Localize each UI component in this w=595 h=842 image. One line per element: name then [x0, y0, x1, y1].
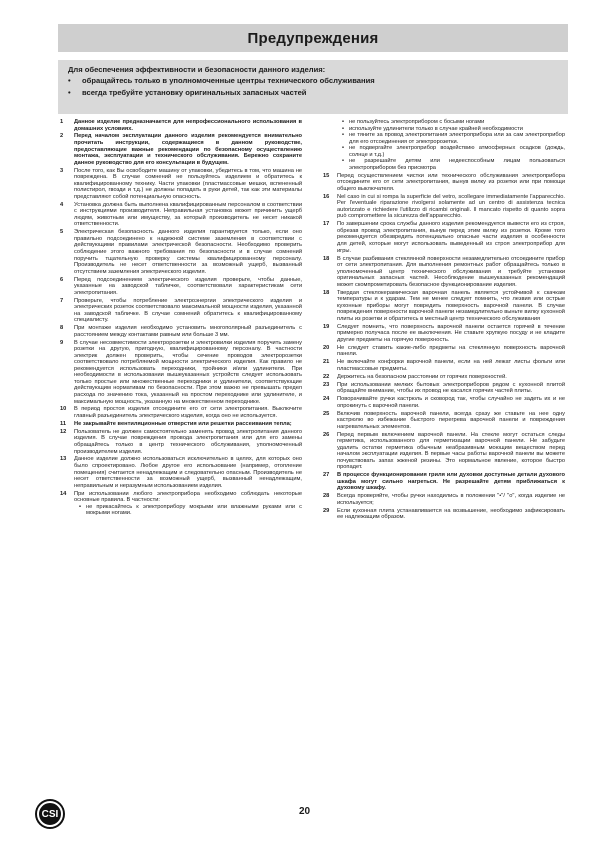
sub-bullet [337, 132, 565, 145]
sub-bullet-text: не пользуйтесь электроприбором с босыми ногами [349, 119, 485, 125]
warning-item [60, 119, 302, 132]
item-body [74, 406, 302, 419]
warning-item [323, 173, 565, 193]
intro-bullet-text: всегда требуйте установку оригинальных запасных частей [82, 87, 307, 97]
warning-item [323, 508, 565, 521]
item-text: Перед первым включением варочной панели. На стекле могут остаться следы герметика, использованного для герметизации варочной панели. Не забудьте удалить остатки герметика обычным неабразивным моющим веществом перед началом эксплуатации изделия. В первые часы работы варочной панели вы можете почувствовать запах жженой резины. Это нормальное явление, которое быстро пропадет. [337, 431, 565, 471]
item-number: 26 [323, 431, 330, 438]
warning-item [323, 256, 565, 289]
item-body [74, 456, 302, 489]
warning-item [323, 382, 565, 395]
page-title: Предупреждения [247, 29, 379, 47]
warning-item [60, 277, 302, 297]
item-text: Держитесь на безопасном расстоянии от горячих поверхностей. [337, 373, 507, 380]
item-body [74, 202, 302, 228]
item-body [74, 298, 302, 324]
bullet-icon: • [342, 125, 344, 132]
item-body [74, 119, 302, 132]
warning-item [323, 324, 565, 344]
warning-item [323, 493, 565, 506]
item-number: 8 [60, 325, 64, 332]
item-text: В случае несовместимости электророзетки и электровилки изделия поручить замену розетки на другую, пригодную, квалифицированному персоналу. В частности электрик должен проверить, чтобы сечение проводов электророзетки соответствовало потребляемой мощности электрического изделия. Как правило не рекомендуется использовать переходники, тройники и/или удлинители. При необходимости в использовании вышеуказанных устройств следует использовать только простые или множественные переходники и удлинители, соответствующие действующим нормативам по безопасности. При этом важно не превышать предел расхода по значению тока, указанный на простом переходнике или удлинителе, и максимальную мощность, указанную на множественном переходнике. [74, 339, 302, 405]
warning-item [60, 456, 302, 489]
item-text: Поворачивайте ручки кастрюль и сковород так, чтобы случайно не задеть их и не опрокинуть с варочной панели. [337, 396, 565, 409]
warning-item [60, 133, 302, 166]
item-number [323, 119, 337, 171]
warning-item [60, 168, 302, 201]
sub-bullet-text: не подвергайте электроприбор воздействию атмосферных осадков (дождь, солнце и т.д.) [349, 145, 565, 158]
warning-item [323, 472, 565, 492]
item-text: После того, как Вы освободите машину от упаковки, убедитесь в том, что машина не повреждена. В случае сомнений не пользуйтесь изделием и обратитесь к квалифицированному технику. Части упаковки (пластмассовые мешки, вспененный полистирол, гвозди и т.д.) не должны попадать в руки детей, так как эти материалы представляют собой потенциальную опасность. [74, 167, 302, 200]
csi-logo [35, 799, 65, 829]
sub-bullet-text: используйте удлинители только в случае крайней необходимости [349, 125, 523, 132]
item-text: Твердая стеклокерамическая варочная панель является устойчивой к скачкам температуры и к ударам. Тем не менее следует помнить, что лезвия или острые кухонные приборы могут повредить поверхность варочной панели. В случае повреждения поверхности варочной панели незамедлительно выньте вилку кухонной плиты из розетки и обратитесь в местный центр технического обслуживания [337, 289, 565, 322]
item-body [74, 168, 302, 201]
item-text: Перед началом эксплуатации данного изделия рекомендуется внимательно прочитать инструкции, содержащиеся в данном руководстве, предоставляющие важные рекомендации по безопасному осуществлению монтажа, эксплуатации и технического обслуживания. Бережно сохраните данное руководство для его консультации в будущем. [74, 133, 302, 166]
item-number: 1 [60, 119, 64, 125]
intro-bullet [68, 75, 558, 86]
item-number: 15 [323, 172, 330, 179]
sub-bullet [74, 504, 302, 517]
warning-item [323, 345, 565, 358]
bullet-icon: • [342, 145, 344, 152]
item-text: Перед подсоединением электрического изделия проверьте, чтобы данные, указанные на заводской табличке, соответствовали характеристикам сети электропитания. [74, 276, 302, 296]
item-text: Nel caso in cui si rompa la superficie del vetro, scollegare immediatamente l'apparecchio. Per l'eventuale riparazione rivolgersi solamente ad un centro di assistenza tecnica autorizzato e richiedere l'utilizzo di ricambi originali. Il mancato rispetto di quanto sopra può compromettere la sicurezza dell'apparecchio. [337, 193, 565, 220]
warning-item [60, 298, 302, 324]
item-body [337, 324, 565, 344]
intro-bullet-text: обращайтесь только в уполномоченные центры технического обслуживания [82, 76, 375, 86]
intro-bullet [68, 87, 558, 98]
item-number: 16 [323, 193, 330, 200]
warning-item [323, 411, 565, 431]
warning-item [323, 432, 565, 471]
item-text: В период простоя изделия отсоедините его от сети электропитания. Выключите главный разъединитель электрического изделия, когда оно не используется. [74, 406, 302, 420]
item-number: 2 [60, 133, 64, 140]
item-number: 20 [323, 344, 330, 351]
item-body [337, 119, 565, 171]
warning-item [60, 202, 302, 228]
item-text: Пользователь не должен самостоятельно заменять провод электропитания данного изделия. В случае повреждения провода электропитания или для его замены обращайтесь только в центр технического обслуживания, уполномоченный производителем изделия. [74, 428, 302, 455]
item-body [337, 256, 565, 289]
item-body [74, 277, 302, 297]
item-number: 4 [60, 201, 64, 208]
item-text: Не следует ставить какие-либо предметы на стеклянную поверхность варочной панели. [337, 344, 565, 358]
item-body [74, 325, 302, 338]
warning-item [60, 229, 302, 275]
item-number: 29 [323, 507, 330, 514]
item-text: Установка должна быть выполнена квалифицированным персоналом в соответствии с инструкциями производителя. Неправильная установка может причинить ущерб людям, животным или имуществу, за который производитель не несет никакой ответственности. [74, 201, 302, 228]
item-text: Включив поверхность варочной панели, всегда сразу же ставьте на нее одну кастрюлю во избежание быстрого перегрева варочной панели и повреждения нагревательных элементов. [337, 410, 565, 430]
item-text: Данное изделие должно использоваться исключительно в целях, для которых оно было спроектировано. Любое другое его использование (например, отопление помещения) считается ненадлежащим и следовательно опасным. Производитель не несет ответственности за возможный ущерб, вызванный ненадлежащим, неправильным и неразумным использованием изделия. [74, 456, 302, 489]
item-number: 9 [60, 339, 64, 346]
warning-item [60, 325, 302, 338]
item-number: 22 [323, 373, 330, 380]
item-text: Не включайте конфорки варочной панели, если на ней лежат листы фольги или пластмассовые предметы. [337, 359, 565, 372]
item-body [337, 345, 565, 358]
item-text: При использовании мелких бытовых электроприборов рядом с кухонной плитой обращайте внимание, чтобы их провод не касался горячих частей плиты. [337, 381, 565, 395]
intro-lead: Для обеспечения эффективности и безопасности данного изделия: [68, 65, 326, 74]
item-text: Следует помнить, что поверхность варочной панели остается горячей в течение примерно получаса после ее выключения. Не ставьте хрупкую посуду и не кладите другие предметы на горячую поверхность. [337, 323, 565, 343]
item-text: Электрическая безопасность данного изделия гарантируется только, если оно правильно подсоединено к надежной системе заземления в соответствии с действующими правилами электрической безопасности. Необходимо проверить соблюдение этого важного требования по безопасности и в случае сомнений поручить тщательную проверку системы квалифицированному персоналу. Производитель не несет ответственности за возможный ущерб, вызванный отсутствием заземления электрического изделия. [74, 229, 302, 275]
item-body [337, 374, 565, 381]
item-body [337, 194, 565, 220]
item-text: В процессе функционирования гриля или духовки доступные детали духового шкафа могут сильно нагреться. Не разрешайте детям приближаться к духовому шкафу. [337, 472, 565, 492]
warning-item [60, 340, 302, 405]
item-body [337, 359, 565, 372]
item-body [337, 382, 565, 395]
item-body [337, 432, 565, 471]
left-column [60, 119, 302, 518]
logo-text: CSI [37, 801, 63, 827]
item-number: 28 [323, 493, 330, 500]
sub-bullet-text: не прикасайтесь к электроприбору мокрыми или влажными руками или с мокрыми ногами. [86, 503, 302, 517]
item-number: 11 [60, 420, 67, 427]
sub-bullet-text: не разрешайте детям или недееспособным лицам пользоваться электроприбором без присмотра [349, 158, 565, 171]
warning-item [323, 221, 565, 254]
item-body [337, 411, 565, 431]
item-body [337, 472, 565, 492]
warning-item [323, 396, 565, 409]
bullet-icon: • [342, 132, 344, 139]
warning-item [323, 194, 565, 220]
warning-item [60, 491, 302, 517]
bullet-icon: • [68, 76, 71, 86]
warning-item [60, 406, 302, 419]
item-text: Данное изделие предназначается для непрофессионального использования в домашних условиях. [74, 119, 302, 132]
page-number: 20 [299, 806, 311, 817]
item-number: 13 [60, 456, 67, 463]
item-text: При монтаже изделия необходимо установить многополярный разъединитель с расстоянием между контактами равным или больше 3 мм. [74, 325, 302, 338]
item-body [74, 429, 302, 455]
item-number: 18 [323, 289, 330, 296]
sub-bullet-text: не тяните за провод электропитания электроприбора или за сам электроприбор для его отсоединения от электророзетки. [349, 132, 565, 145]
item-body [74, 133, 302, 166]
item-number: 7 [60, 297, 64, 304]
item-number: 18 [323, 255, 330, 262]
sub-bullet [337, 158, 565, 171]
intro-box [58, 60, 568, 114]
item-text: По завершении срока службы данного изделия рекомендуется вывести его из строя, обрезав провод электропитания, вынув перед этим вилку из розетки. Кроме того рекомендуется обезвредить потенциально опасные части изделия в особенности для детей, которые могут использовать выведенный из строя электроприбор для игры. [337, 221, 565, 254]
item-body [337, 508, 565, 521]
item-body [74, 491, 302, 517]
item-body [337, 493, 565, 506]
bullet-icon: • [342, 158, 344, 165]
bullet-icon: • [68, 87, 71, 97]
item-body [74, 340, 302, 405]
item-number: 6 [60, 276, 64, 283]
item-text: При использовании любого электроприбора необходимо соблюдать некоторые основные правила. В частности: [74, 490, 302, 504]
item-number: 24 [323, 396, 330, 403]
item-number: 14 [60, 490, 67, 497]
item-number: 3 [60, 167, 64, 174]
item-body [337, 221, 565, 254]
sub-bullet [337, 145, 565, 158]
title-band [58, 24, 568, 52]
item-text: Не закрывайте вентиляционные отверстия или решетки рассеивания тепла; [74, 420, 292, 427]
item-text: Если кухонная плита устанавливается на возвышение, необходимо зафиксировать ее надлежащим образом. [337, 507, 565, 521]
warning-item [323, 119, 565, 171]
item-number: 19 [323, 323, 330, 330]
item-number: 5 [60, 229, 64, 236]
item-number: 23 [323, 381, 330, 388]
right-column [323, 119, 565, 522]
item-number: 17 [323, 221, 330, 228]
item-body [337, 290, 565, 323]
item-number: 27 [323, 472, 330, 479]
warning-item [60, 421, 302, 428]
item-text: Перед осуществлением чистки или технического обслуживания электроприбора отсоедините его от сети электропитания, вынув вилку из розетки или при помощи общего выключателя. [337, 172, 565, 192]
warning-item [323, 290, 565, 323]
item-number: 10 [60, 406, 67, 413]
item-number: 25 [323, 410, 330, 417]
item-body [74, 229, 302, 275]
item-number: 12 [60, 428, 67, 435]
item-text: Всегда проверяйте, чтобы ручки находились в положении "•"/ "о", когда изделие не используется; [337, 493, 565, 506]
warning-item [323, 359, 565, 372]
item-body [337, 173, 565, 193]
item-body [337, 396, 565, 409]
item-number: 21 [323, 359, 330, 366]
warning-item [60, 429, 302, 455]
item-text: В случае разбивания стеклянной поверхности незамедлительно отсоедините прибор от сети электропитания. Для выполнения ремонтных работ обращайтесь только в уполномоченный центр технического обслуживания и требуйте установки оригинальных запасных частей. Несоблюдение вышеуказанных рекомендаций может скомпрометировать безопасное функционирование изделия. [337, 255, 565, 288]
item-body [74, 421, 302, 428]
bullet-icon: • [79, 503, 81, 510]
bullet-icon: • [342, 119, 344, 125]
item-text: Проверьте, чтобы потребление электроэнергии электрического изделия и электрических розеток соответствовало максимальной мощности изделия, указанной на заводской табличке. В случае сомнений обратитесь к квалифицированному специалисту. [74, 297, 302, 324]
warning-item [323, 374, 565, 381]
